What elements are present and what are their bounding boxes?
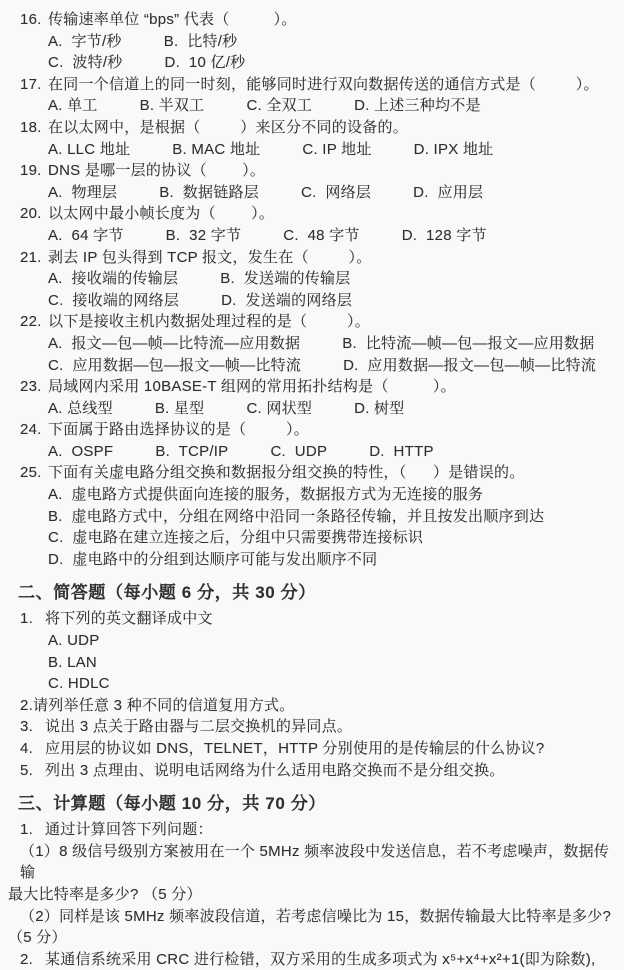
sub-item-text: A. UDP [48,632,100,650]
mcq-section [20,9,620,570]
option: B. 发送端的传输层 [220,270,351,288]
option-row [20,506,620,528]
calculation-section [8,819,620,970]
option: D. 虚电路中的分组到达顺序可能与发出顺序不同 [48,550,378,568]
item-text: （1）8 级信号级别方案被用在一个 5MHz 频率波段中发送信息，若不考虑噪声，数据传输 [20,842,610,882]
item-number: 1. [20,821,34,839]
option: A. 接收端的传输层 [48,270,179,288]
mcq-question [20,311,620,376]
calculation-item [8,884,620,906]
question-number: 22. [20,313,42,331]
item-text: 某通信系统采用 CRC 进行检错，双方采用的生成多项式为 x⁵+x⁴+x²+1(即为除数), [45,950,596,968]
short-answer-item [20,760,620,782]
question-line [20,9,620,31]
question-line [20,311,620,333]
option: A. OSPF [48,442,114,460]
question-stem: 剥去 IP 包头得到 TCP 报文，发生在（ ）。 [48,248,372,266]
calculation-item [20,841,620,884]
calculation-section-header: 三、计算题（每小题 10 分，共 70 分） [18,794,326,814]
option: D. 128 字节 [401,226,487,244]
item-text: 说出 3 点关于路由器与二层交换机的异同点。 [45,718,353,736]
option: B. 数据链路层 [159,183,260,201]
question-line [20,117,620,139]
option: A. 总线型 [48,399,113,417]
option: C. 应用数据—包—报文—帧—比特流 [48,356,302,374]
option: A. 物理层 [48,183,118,201]
short-answer-section [20,608,620,781]
option: A. 虚电路方式提供面向连接的服务，数据报方式为无连接的服务 [48,486,484,504]
sub-item [20,673,620,695]
short-answer-section-header: 二、简答题（每小题 6 分，共 30 分） [18,583,316,603]
question-number: 23. [20,378,42,396]
sub-item-text: B. LAN [48,653,98,671]
option: D. 发送端的网络层 [221,291,353,309]
mcq-question [20,419,620,462]
mcq-question [20,462,620,570]
option-row [20,182,620,204]
mcq-question [20,247,620,312]
option-row [20,290,620,312]
option: C. IP 地址 [302,140,372,158]
question-number: 25. [20,464,42,482]
option: B. TCP/IP [155,442,229,460]
short-answer-item [20,716,620,738]
option-row [20,333,620,355]
sub-item [20,652,620,674]
question-line [20,376,620,398]
question-number: 24. [20,421,42,439]
option: C. UDP [270,442,328,460]
mcq-question [20,117,620,160]
option-row [20,441,620,463]
item-number: 2. [20,696,34,714]
option-row [20,95,620,117]
item-text: （5 分） [8,929,67,947]
question-number: 18. [20,118,42,136]
mcq-question [20,376,620,419]
question-stem: 下面有关虚电路分组交换和数据报分组交换的特性，（ ）是错误的。 [48,464,525,482]
item-number: 1. [20,610,34,628]
option: C. 48 字节 [283,226,360,244]
item-text: 请列举任意 3 种不同的信道复用方式。 [33,696,295,714]
option-row [20,268,620,290]
calculation-item [20,949,620,970]
option: B. 半双工 [139,97,205,115]
option-row [20,355,620,377]
item-text: 通过计算回答下列问题： [45,821,213,839]
option-row [20,52,620,74]
option: C. 全双工 [246,97,313,115]
option-row [20,549,620,571]
question-stem: 传输速率单位 “bps” 代表（ ）。 [48,11,297,28]
sub-item-text: C. HDLC [48,675,110,693]
option: D. 树型 [354,399,405,417]
question-stem: 在以太网中，是根据（ ）来区分不同的设备的。 [48,118,409,136]
option: B. 32 字节 [165,226,242,244]
option: D. IPX 地址 [413,140,494,158]
option: C. 波特/秒 [48,54,123,72]
item-text: 将下列的英文翻译成中文 [45,610,213,628]
question-stem: 局域网内采用 10BASE-T 组网的常用拓扑结构是（ ）。 [48,378,456,396]
option: B. 比特流—帧—包—报文—应用数据 [342,334,595,352]
question-number: 17. [20,75,42,93]
calculation-item [8,927,620,949]
question-line [20,419,620,441]
option: C. 网状型 [246,399,313,417]
option-row [20,398,620,420]
item-number: 3. [20,718,34,736]
question-stem: DNS 是哪一层的协议（ ）。 [48,162,266,180]
question-number: 21. [20,248,42,266]
option: A. LLC 地址 [48,140,131,158]
option-row [20,484,620,506]
option: B. 星型 [154,399,205,417]
question-line [20,160,620,182]
question-line [20,462,620,484]
question-line [20,74,620,96]
option: D. 10 亿/秒 [164,54,246,72]
item-text: 列出 3 点理由、说明电话网络为什么适用电路交换而不是分组交换。 [45,761,505,779]
option: B. 虚电路方式中，分组在网络中沿同一条路径传输，并且按发出顺序到达 [48,507,545,525]
calculation-item [20,819,620,841]
mcq-question [20,160,620,203]
mcq-question [20,9,620,74]
option: D. 上述三种均不是 [354,97,481,115]
option-row [20,31,620,53]
option: D. HTTP [369,442,434,460]
option: A. 单工 [48,97,98,115]
option: B. MAC 地址 [172,140,261,158]
option-row [20,139,620,161]
option: A. 报文—包—帧—比特流—应用数据 [48,334,301,352]
option: D. 应用数据—报文—包—帧—比特流 [343,356,597,374]
question-stem: 以下是接收主机内数据处理过程的是（ ）。 [48,313,371,331]
item-number: 4. [20,740,34,757]
mcq-question [20,74,620,117]
question-line [20,247,620,269]
item-number: 2. [20,950,34,968]
option-row [20,225,620,247]
question-number: 20. [20,205,42,223]
option: B. 比特/秒 [163,32,238,50]
item-number: 5. [20,761,34,779]
mcq-question [20,203,620,246]
item-text: （2）同样是该 5MHz 频率波段信道，若考虑信噪比为 15，数据传输最大比特率是多少? [20,907,612,925]
option: A. 字节/秒 [48,32,122,50]
item-text: 应用层的协议如 DNS，TELNET，HTTP 分别使用的是传输层的什么协议? [45,740,545,757]
question-line [20,203,620,225]
question-number: 16. [20,11,42,28]
question-stem: 以太网中最小帧长度为（ ）。 [48,205,275,223]
option-row [20,527,620,549]
short-answer-item [20,608,620,630]
option: C. 虚电路在建立连接之后，分组中只需要携带连接标识 [48,529,424,547]
question-stem: 在同一个信道上的同一时刻，能够同时进行双向数据传送的通信方式是（ ）。 [48,75,599,93]
option: C. 接收端的网络层 [48,291,180,309]
item-text: 最大比特率是多少? （5 分） [8,885,202,903]
short-answer-item [20,738,620,760]
option: D. 应用层 [413,183,484,201]
sub-item [20,630,620,652]
short-answer-item [20,695,620,717]
calculation-item [20,906,620,928]
question-number: 19. [20,162,42,180]
question-stem: 下面属于路由选择协议的是（ ）。 [48,421,310,439]
option: A. 64 字节 [48,226,124,244]
option: C. 网络层 [301,183,372,201]
